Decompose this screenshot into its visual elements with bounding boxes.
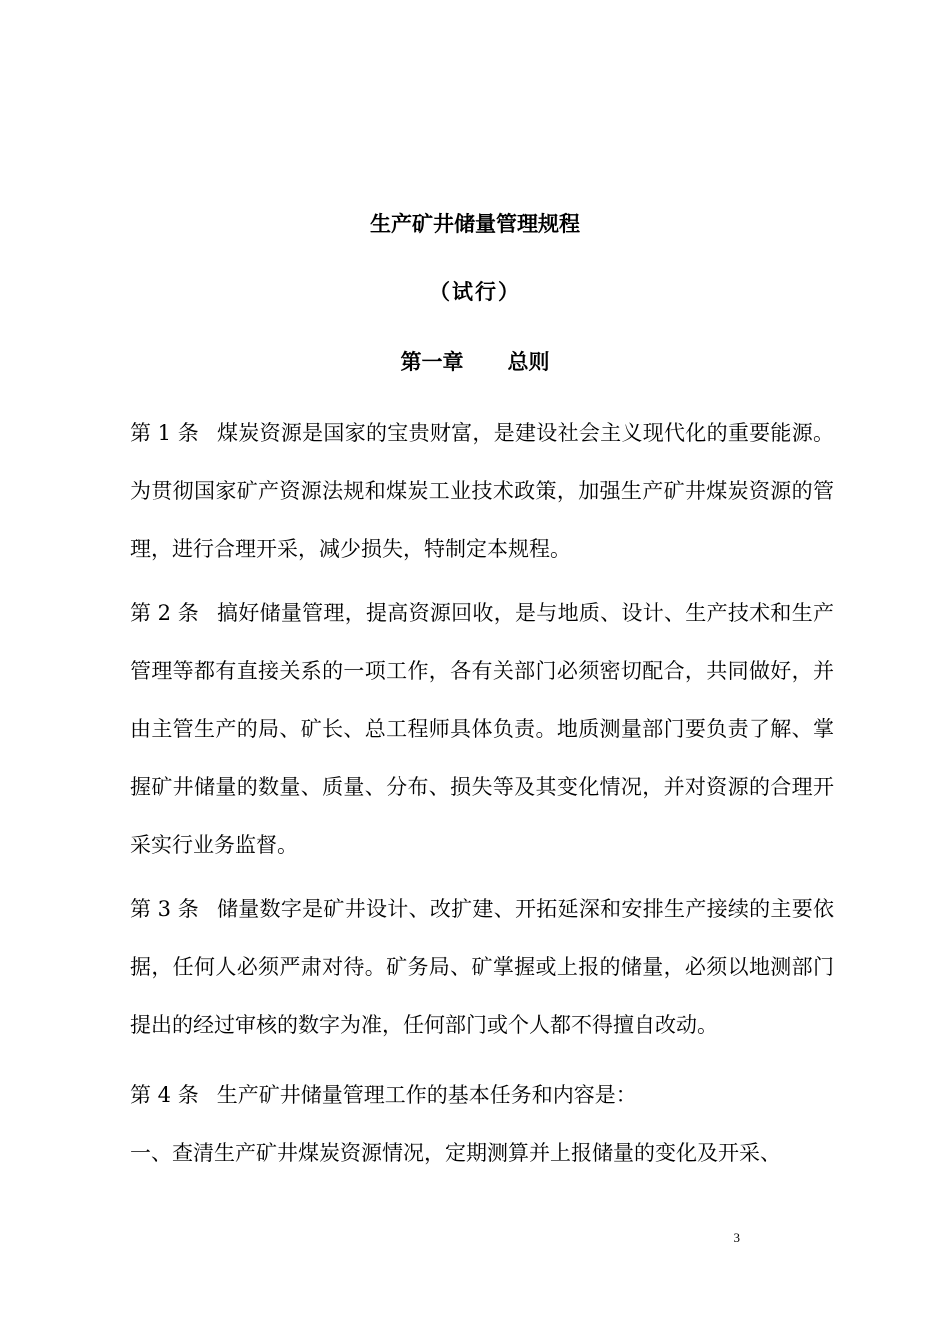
article-paragraph: [130, 404, 834, 578]
article-3: [130, 880, 834, 1054]
chapter-number: 第一章: [400, 350, 464, 374]
article-2: [130, 584, 834, 874]
article-number: 第 4 条: [130, 1083, 199, 1107]
article-4: [130, 1066, 834, 1124]
page-number: 3: [733, 1230, 740, 1245]
article-number: 第 1 条: [130, 421, 199, 445]
list-paragraph: [130, 1124, 834, 1182]
article-text: 储量数字是矿井设计、改扩建、开拓延深和安排生产接续的主要依据，任何人必须严肃对待。矿务局、矿掌握或上报的储量，必须以地测部门提出的经过审核的数字为准，任何部门或个人都不得擅自改动。: [130, 897, 834, 1037]
article-1: [130, 404, 834, 578]
article-text: 搞好储量管理，提高资源回收，是与地质、设计、生产技术和生产管理等都有直接关系的一项工作，各有关部门必须密切配合，共同做好，并由主管生产的局、矿长、总工程师具体负责。地质测量部门要负责了解、掌握矿井储量的数量、质量、分布、损失等及其变化情况，并对资源的合理开采实行业务监督。: [130, 601, 834, 857]
article-text: 生产矿井储量管理工作的基本任务和内容是：: [216, 1083, 637, 1107]
chapter-heading: [0, 346, 950, 376]
document-subtitle: （试行）: [429, 280, 521, 304]
list-text: 一、查清生产矿井煤炭资源情况，定期测算并上报储量的变化及开采、: [130, 1141, 781, 1165]
list-item-1: [130, 1124, 834, 1182]
article-number: 第 2 条: [130, 601, 199, 625]
article-number: 第 3 条: [130, 897, 199, 921]
article-paragraph: [130, 880, 834, 1054]
article-paragraph: [130, 1066, 834, 1124]
article-paragraph: [130, 584, 834, 874]
article-text: 煤炭资源是国家的宝贵财富，是建设社会主义现代化的重要能源。为贯彻国家矿产资源法规和煤炭工业技术政策，加强生产矿井煤炭资源的管理，进行合理开采，减少损失，特制定本规程。: [130, 421, 834, 561]
document-title: 生产矿井储量管理规程: [370, 212, 580, 236]
chapter-name: 总则: [507, 350, 550, 374]
